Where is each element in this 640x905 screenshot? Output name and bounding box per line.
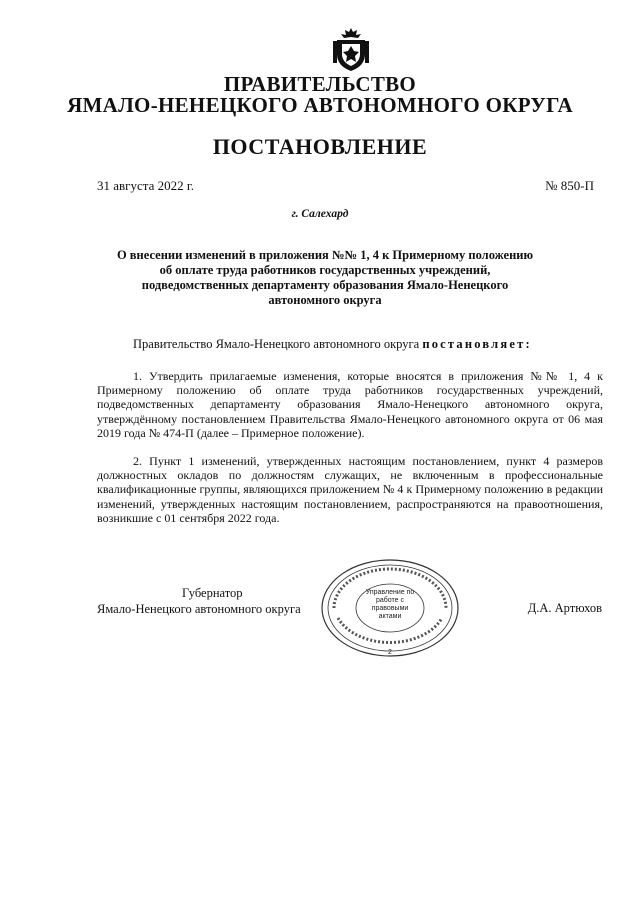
preamble-text: Правительство Ямало-Ненецкого автономного округа — [133, 337, 420, 351]
signatory-title — [97, 585, 337, 617]
document-type: ПОСТАНОВЛЕНИЕ — [212, 134, 428, 159]
stamp-number: 2 — [388, 649, 392, 656]
paragraph-2: 2. Пункт 1 изменений, утвержденных настоящим постановлением, пункт 4 размеров должностных окладов по должностям служащих, не включенным в профессиональные квалификационные группы, являющихся приложением № 4 к Примерному положению в редакции изменений, утвержденных настоящим постановлением, распространяются на правоотношения, возникшие с 01 сентября 2022 года. — [97, 454, 603, 525]
stamp-inner-text: Управление по работе с правовыми актами — [365, 589, 415, 620]
document-subject — [95, 248, 555, 308]
subject-line: подведомственных департаменту образования Ямало-Ненецкого — [141, 278, 509, 292]
coat-of-arms-icon — [330, 26, 372, 72]
subject-line: об оплате труда работников государственных учреждений, — [159, 263, 491, 277]
document-city: г. Салехард — [291, 208, 349, 220]
preamble — [133, 337, 532, 352]
signatory-region: Ямало-Ненецкого автономного округа — [97, 602, 301, 616]
document-number: № 850-П — [545, 178, 594, 193]
subject-line: автономного округа — [268, 293, 382, 307]
government-title-line1: ПРАВИТЕЛЬСТВО — [223, 72, 417, 96]
paragraph-1: 1. Утвердить прилагаемые изменения, которые вносятся в приложения №№ 1, 4 к Примерному положению об оплате труда работников государственных учреждений, подведомственных департаменту образования Ямало-Ненецкого автономного округа, утверждённому постановлением Правительства Ямало-Ненецкого автономного округа от 06 мая 2019 года № 474-П (далее – Примерное положение). — [97, 369, 603, 440]
signatory-role: Губернатор — [182, 586, 243, 600]
signatory-name: Д.А. Артюхов — [527, 601, 602, 615]
subject-line: О внесении изменений в приложения №№ 1, 4 к Примерному положению — [116, 248, 534, 262]
preamble-verb: постановляет: — [422, 337, 532, 351]
document-date: 31 августа 2022 г. — [97, 178, 194, 193]
government-title-line2: ЯМАЛО-НЕНЕЦКОГО АВТОНОМНОГО ОКРУГА — [67, 93, 573, 117]
